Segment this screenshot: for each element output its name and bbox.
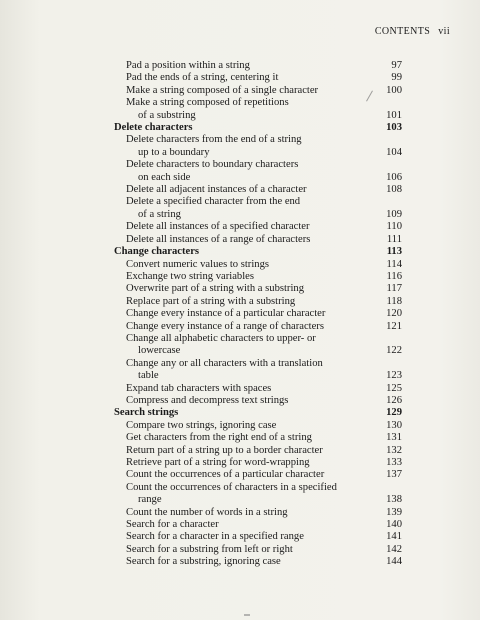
toc-section-heading	[114, 122, 402, 134]
toc-entry-line: Overwrite part of a string with a substring	[126, 283, 304, 295]
toc-entry-title	[114, 445, 402, 457]
toc-entry	[114, 321, 402, 333]
toc-entry-title	[114, 507, 402, 519]
toc-entry-title	[114, 85, 402, 97]
toc-page-number: 142	[386, 543, 402, 555]
toc-page-number: 126	[386, 394, 402, 406]
toc-entry-line: Pad a position within a string	[126, 60, 250, 71]
toc-entry	[114, 60, 402, 72]
toc-page-number: 103	[386, 122, 402, 134]
header-page-number: vii	[438, 26, 450, 37]
toc-entry	[114, 221, 402, 233]
toc-entry-line: Convert numeric values to strings	[126, 258, 269, 270]
toc-entry-title	[114, 196, 402, 221]
toc-page-number: 132	[386, 444, 402, 456]
toc-page-number: 123	[386, 370, 402, 382]
toc-entry-continuation: of a substring	[138, 109, 196, 121]
toc-page-number: 129	[386, 407, 402, 419]
toc-entry-line: Return part of a string up to a border character	[126, 444, 323, 456]
toc-entry-line: Search for a character	[126, 519, 219, 531]
toc-entry-line: Search for a character in a specified range	[126, 531, 304, 543]
toc-entry-line: Count the occurrences of a particular character	[126, 469, 325, 481]
toc-entry-title	[114, 308, 402, 320]
toc-entry	[114, 556, 402, 568]
toc-entry	[114, 97, 402, 122]
toc-entry	[114, 469, 402, 481]
toc-entry	[114, 296, 402, 308]
toc-entry-title	[114, 482, 402, 507]
toc-entry-line: Count the number of words in a string	[126, 506, 288, 518]
toc-page-number: 118	[386, 295, 402, 307]
toc-entry	[114, 85, 402, 97]
toc-page-number: 122	[386, 345, 402, 357]
toc-page-number: 110	[386, 221, 402, 233]
toc-page-number: 113	[386, 246, 402, 258]
toc-page-number: 144	[386, 556, 402, 568]
toc-entry-title	[114, 296, 402, 308]
toc-page-number: 125	[386, 382, 402, 394]
toc-entry-title	[114, 395, 402, 407]
toc-entry-line: Search strings	[114, 407, 179, 419]
toc-entry-title	[114, 259, 402, 271]
toc-page-number: 97	[391, 60, 402, 71]
toc-entry-line: Delete all adjacent instances of a character	[126, 184, 307, 196]
toc-entry-line: Delete a specified character from the end	[126, 196, 301, 208]
page-smudge	[244, 614, 250, 616]
toc-entry-line: Delete characters to boundary characters	[126, 159, 299, 171]
running-header	[375, 26, 450, 37]
toc-entry	[114, 283, 402, 295]
toc-entry	[114, 159, 402, 184]
toc-entry-line: Delete all instances of a range of characters	[126, 233, 311, 245]
toc-entry	[114, 308, 402, 320]
toc-entry	[114, 395, 402, 407]
toc-entry	[114, 196, 402, 221]
toc-entry-line: Search for a substring from left or right	[126, 543, 293, 555]
toc-entry	[114, 358, 402, 383]
toc-entry	[114, 507, 402, 519]
toc-entry	[114, 259, 402, 271]
toc-entry-title	[114, 457, 402, 469]
toc-entry-continuation: up to a boundary	[138, 146, 210, 158]
toc-page-number: 141	[386, 531, 402, 543]
toc-entry-line: Replace part of a string with a substring	[126, 295, 296, 307]
toc-entry	[114, 333, 402, 358]
table-of-contents	[114, 60, 402, 569]
toc-page-number: 109	[386, 208, 402, 220]
toc-entry-title	[114, 159, 402, 184]
toc-entry-title	[114, 407, 402, 419]
header-title: CONTENTS	[374, 26, 431, 37]
toc-page-number: 140	[386, 519, 402, 531]
toc-page-number: 117	[386, 283, 402, 295]
toc-page-number: 121	[386, 320, 402, 332]
toc-entry-line: Count the occurrences of characters in a specified	[126, 481, 337, 493]
toc-page-number: 131	[386, 432, 402, 444]
toc-page-number: 104	[386, 146, 402, 158]
toc-page-number: 108	[386, 184, 402, 196]
toc-entry-line: Change all alphabetic characters to upper- or	[126, 332, 316, 344]
toc-entry-line: Change every instance of a range of characters	[126, 320, 324, 332]
toc-entry-title	[114, 271, 402, 283]
toc-entry-title	[114, 519, 402, 531]
toc-entry	[114, 544, 402, 556]
toc-entry-line: Change characters	[114, 246, 200, 258]
toc-entry-continuation: lowercase	[138, 345, 181, 357]
toc-entry-line: Compare two strings, ignoring case	[126, 419, 277, 431]
toc-entry-line: Make a string composed of a single character	[126, 84, 319, 96]
toc-entry-title	[114, 556, 402, 568]
toc-entry-continuation: range	[138, 494, 162, 506]
toc-entry-title	[114, 234, 402, 246]
toc-page-number: 130	[386, 419, 402, 431]
toc-entry	[114, 383, 402, 395]
toc-entry	[114, 184, 402, 196]
toc-entry	[114, 432, 402, 444]
toc-entry	[114, 134, 402, 159]
toc-entry-title	[114, 469, 402, 481]
toc-entry-title	[114, 383, 402, 395]
toc-entry	[114, 482, 402, 507]
toc-entry-line: Change any or all characters with a translation	[126, 357, 323, 369]
toc-entry-title	[114, 420, 402, 432]
toc-entry-title	[114, 432, 402, 444]
toc-entry-line: Pad the ends of a string, centering it	[126, 72, 279, 84]
toc-entry	[114, 445, 402, 457]
toc-page-number: 114	[386, 258, 402, 270]
toc-entry-line: Delete characters from the end of a string	[126, 134, 302, 146]
toc-page-number: 139	[386, 506, 402, 518]
toc-entry	[114, 72, 402, 84]
toc-entry-continuation: on each side	[138, 171, 191, 183]
toc-entry-title	[114, 321, 402, 333]
toc-entry	[114, 234, 402, 246]
toc-entry-continuation: of a string	[138, 208, 181, 220]
toc-entry-line: Search for a substring, ignoring case	[126, 556, 281, 568]
toc-entry-title	[114, 531, 402, 543]
toc-page-number: 137	[386, 469, 402, 481]
toc-entry-line: Change every instance of a particular character	[126, 308, 326, 320]
toc-entry-title	[114, 97, 402, 122]
toc-page-number: 111	[386, 233, 402, 245]
toc-entry-title	[114, 544, 402, 556]
toc-entry-title	[114, 283, 402, 295]
toc-entry-title	[114, 122, 402, 134]
toc-page-number: 116	[386, 270, 402, 282]
toc-entry-line: Make a string composed of repetitions	[126, 97, 289, 109]
toc-page-number: 100	[386, 84, 402, 96]
toc-entry	[114, 420, 402, 432]
toc-entry	[114, 531, 402, 543]
toc-section-heading	[114, 246, 402, 258]
toc-entry-line: Delete characters	[114, 122, 193, 134]
toc-entry-title	[114, 184, 402, 196]
toc-entry-title	[114, 221, 402, 233]
toc-page-number: 120	[386, 308, 402, 320]
toc-page-number: 133	[386, 457, 402, 468]
toc-entry-line: Compress and decompress text strings	[126, 394, 289, 406]
toc-page-number: 106	[386, 171, 402, 183]
toc-entry-title	[114, 358, 402, 383]
toc-entry-line: Expand tab characters with spaces	[126, 382, 272, 394]
toc-entry-continuation: table	[138, 370, 159, 382]
toc-page-number: 99	[391, 72, 402, 84]
toc-entry-title	[114, 246, 402, 258]
toc-page-number: 101	[386, 109, 402, 121]
toc-entry-line: Exchange two string variables	[126, 270, 254, 282]
toc-entry-line: Delete all instances of a specified character	[126, 221, 310, 233]
toc-page-number: 138	[386, 494, 402, 506]
toc-entry-line: Get characters from the right end of a string	[126, 432, 312, 444]
toc-section-heading	[114, 407, 402, 419]
toc-entry	[114, 457, 402, 469]
toc-entry-title	[114, 60, 402, 72]
toc-entry	[114, 271, 402, 283]
toc-entry	[114, 519, 402, 531]
toc-entry-line: Retrieve part of a string for word-wrapping	[126, 457, 310, 468]
toc-entry-title	[114, 134, 402, 159]
toc-entry-title	[114, 72, 402, 84]
toc-entry-title	[114, 333, 402, 358]
